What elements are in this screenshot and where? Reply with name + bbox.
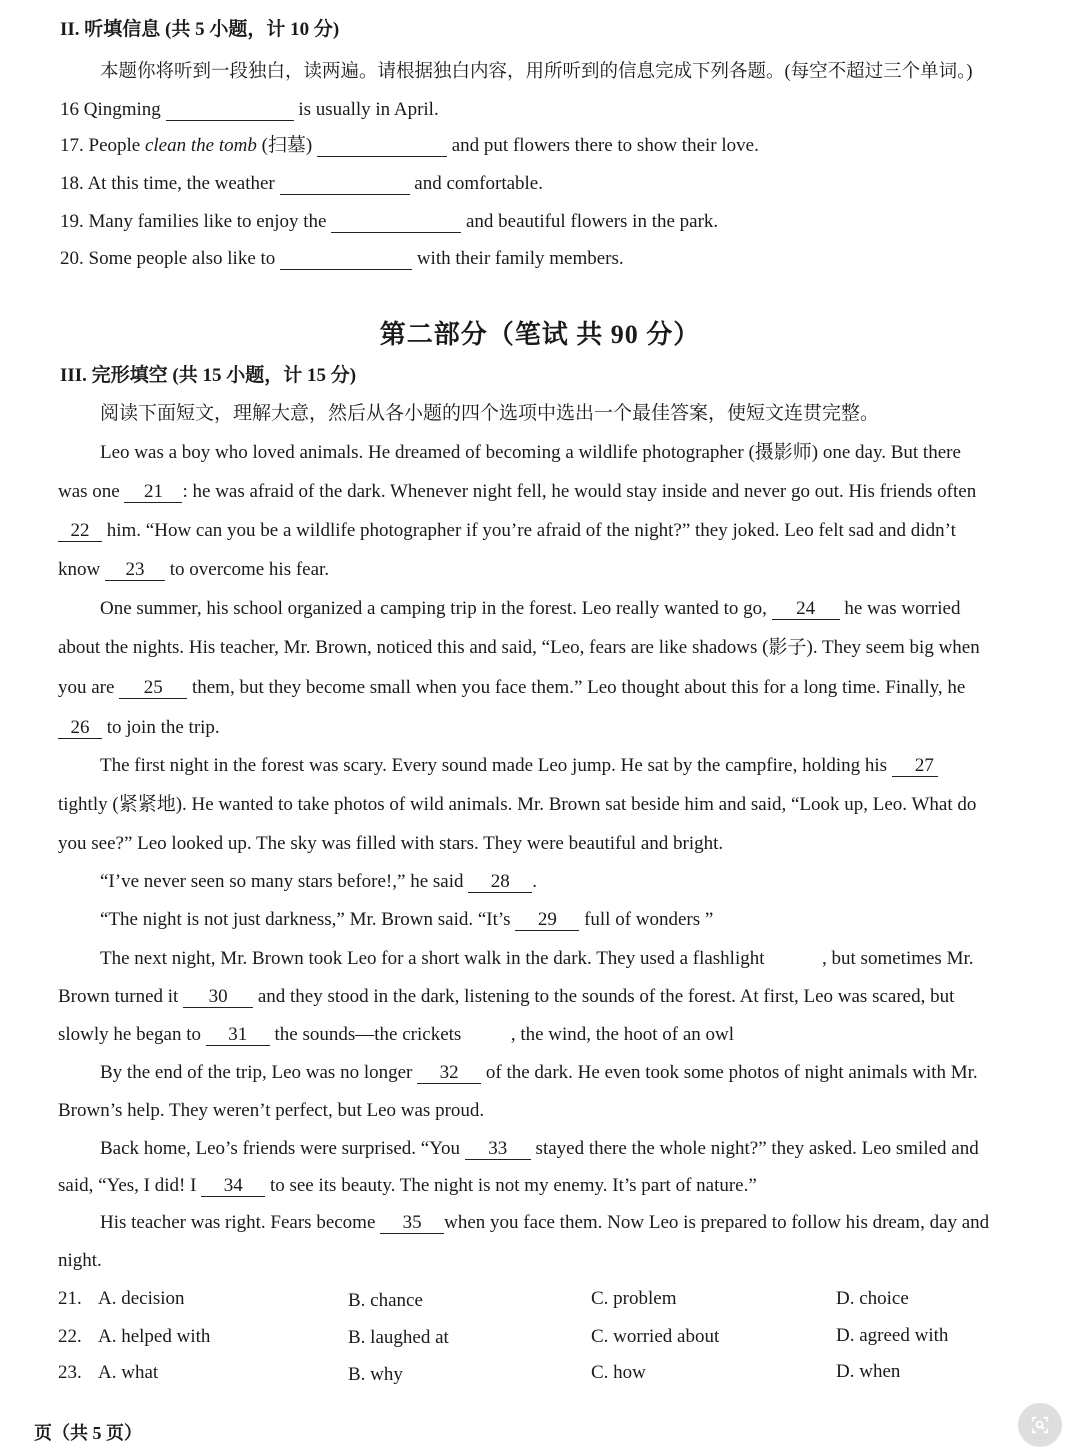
p6-line1-text: The next night, Mr. Brown took Leo for a short walk in the dark. They used a flashlight	[100, 948, 765, 969]
q20-blank	[280, 249, 412, 270]
p3-line1-text: The first night in the forest was scary. Every sound made Leo jump. He sat by the campfire, holding his	[100, 755, 888, 776]
p1-line1: Leo was a boy who loved animals. He dreamed of becoming a wildlife photographer (摄影师) one day. But there	[100, 442, 961, 463]
p8-line2-text: said, “Yes, I did! I	[58, 1175, 197, 1196]
blank-33: 33	[465, 1139, 531, 1160]
p6-line2-text-after: and they stood in the dark, listening to the sounds of the forest. At first, Leo was scared, but	[257, 986, 955, 1007]
listening-instruction: 本题你将听到一段独白，读两遍。请根据独白内容，用所听到的信息完成下列各题。(每空不超过三个单词。)	[100, 62, 973, 82]
blank-22: 22	[58, 521, 102, 542]
p7-line1-text: By the end of the trip, Leo was no longer	[100, 1062, 413, 1083]
blank-27: 27	[892, 756, 938, 777]
option-a: A. what	[98, 1362, 159, 1383]
p3-line3: you see?” Leo looked up. The sky was filled with stars. They were beautiful and bright.	[58, 833, 724, 854]
option-c: C. how	[591, 1362, 646, 1383]
p6-line1-text-after: , but sometimes Mr.	[822, 948, 974, 969]
blank-26: 26	[58, 718, 102, 739]
p6-line2	[58, 985, 954, 1009]
blank-31: 31	[206, 1025, 270, 1046]
question-20	[60, 247, 624, 271]
p2-line1	[100, 597, 960, 621]
option-b: B. laughed at	[348, 1327, 449, 1348]
q17-blank	[317, 136, 447, 157]
p3-line1	[100, 754, 938, 778]
option-a: A. decision	[98, 1288, 185, 1309]
p2-line4-text: to join the trip.	[106, 717, 220, 738]
p9-line1	[100, 1211, 989, 1235]
question-16	[60, 98, 439, 122]
blank-25: 25	[119, 678, 187, 699]
p9-line1-text-after: when you face them. Now Leo is prepared to follow his dream, day and	[444, 1212, 990, 1233]
p8-line2	[58, 1174, 757, 1198]
cloze-heading: III. 完形填空 (共 15 小题，计 15 分)	[60, 365, 357, 386]
p4-line	[100, 870, 537, 894]
p6-line1	[100, 947, 974, 971]
p2-line3-text: you are	[58, 677, 115, 698]
p1-line3-text: him. “How can you be a wildlife photographer if you’re afraid of the night?” they joked. Leo felt sad and didn’t	[106, 520, 956, 541]
q17-cn: (扫墓)	[261, 135, 313, 156]
blank-35: 35	[380, 1213, 444, 1234]
part2-title: 第二部分（笔试 共 90 分）	[379, 320, 701, 349]
p9-line1-text: His teacher was right. Fears become	[100, 1212, 376, 1233]
blank-21: 21	[124, 482, 182, 503]
blank-34: 34	[201, 1176, 265, 1197]
blank-24: 24	[772, 599, 840, 620]
cloze-instruction: 阅读下面短文，理解大意，然后从各小题的四个选项中选出一个最佳答案，使短文连贯完整。	[100, 403, 880, 424]
option-number: 21.	[58, 1288, 82, 1309]
q16-text-after: is usually in April.	[298, 99, 439, 120]
q18-text-after: and comfortable.	[414, 173, 543, 194]
p8-line1-text-after: stayed there the whole night?” they asked. Leo smiled and	[535, 1138, 979, 1159]
q19-text-after: and beautiful flowers in the park.	[465, 211, 719, 232]
p4-text: “I’ve never seen so many stars before!,” he said	[100, 871, 464, 892]
q18-blank	[280, 174, 410, 195]
blank-28: 28	[468, 872, 532, 893]
p2-line3-text-after: them, but they become small when you face them.” Leo thought about this for a long time. Finally, he	[191, 677, 966, 698]
option-b: B. why	[348, 1364, 403, 1385]
page-footer: 页（共 5 页）	[34, 1423, 142, 1443]
p6-line3-text: slowly he began to	[58, 1024, 202, 1045]
option-number: 23.	[58, 1362, 82, 1383]
p9-line2: night.	[58, 1250, 102, 1271]
blank-32: 32	[417, 1063, 481, 1084]
option-d: D. when	[836, 1361, 901, 1382]
blank-29: 29	[515, 910, 579, 931]
p7-line2: Brown’s help. They weren’t perfect, but Leo was proud.	[58, 1100, 485, 1121]
p6-line2-text: Brown turned it	[58, 986, 179, 1007]
option-c: C. problem	[591, 1288, 677, 1309]
q20-text: 20. Some people also like to	[60, 248, 276, 269]
p1-line3	[58, 519, 956, 543]
p1-line2-text-after: : he was afraid of the dark. Whenever night fell, he would stay inside and never go out. His friends often	[182, 481, 977, 502]
option-number: 22.	[58, 1326, 82, 1347]
p4-text-after: .	[532, 871, 537, 892]
p6-line3	[58, 1023, 734, 1047]
q16-blank	[166, 100, 294, 121]
q19-blank	[331, 212, 461, 233]
p2-line3	[58, 676, 965, 700]
q17-text: 17. People	[60, 135, 141, 156]
q18-text: 18. At this time, the weather	[60, 173, 275, 194]
p5-line	[100, 908, 713, 932]
p8-line1	[100, 1137, 979, 1161]
p2-line4	[58, 716, 220, 740]
option-d: D. agreed with	[836, 1325, 949, 1346]
p1-line2	[58, 480, 976, 504]
p1-line4-text: know	[58, 559, 101, 580]
lens-glyph-icon	[1029, 1414, 1051, 1436]
q16-text: 16 Qingming	[60, 99, 161, 120]
p2-line1-text-after: he was worried	[844, 598, 961, 619]
q17-italic: clean the tomb	[144, 135, 257, 156]
option-d: D. choice	[836, 1288, 909, 1309]
p5-text: “The night is not just darkness,” Mr. Brown said. “It’s	[100, 909, 511, 930]
p6-line3-text-after: the sounds—the crickets	[274, 1024, 462, 1045]
p7-line1	[100, 1061, 978, 1085]
p6-line3-text-end: , the wind, the hoot of an owl	[510, 1024, 735, 1045]
option-b: B. chance	[348, 1290, 423, 1311]
option-a: A. helped with	[98, 1326, 211, 1347]
question-19	[60, 210, 718, 234]
question-18	[60, 172, 543, 196]
listening-heading: II. 听填信息 (共 5 小题，计 10 分)	[60, 19, 340, 40]
p3-line2: tightly (紧紧地). He wanted to take photos of wild animals. Mr. Brown sat beside him and said, “Look up, Leo. What do	[58, 794, 977, 815]
p8-line2-text-after: to see its beauty. The night is not my enemy. It’s part of nature.”	[269, 1175, 757, 1196]
question-17	[60, 134, 759, 158]
q17-text-after: and put flowers there to show their love.	[451, 135, 759, 156]
option-c: C. worried about	[591, 1326, 720, 1347]
p2-line2: about the nights. His teacher, Mr. Brown, noticed this and said, “Leo, fears are like shadows (影子). They seem big when	[58, 637, 980, 658]
p8-line1-text: Back home, Leo’s friends were surprised. “You	[100, 1138, 461, 1159]
p1-line4	[58, 558, 329, 582]
p1-line4-text-after: to overcome his fear.	[169, 559, 330, 580]
blank-23: 23	[105, 560, 165, 581]
image-search-icon[interactable]	[1018, 1403, 1062, 1447]
p2-line1-text: One summer, his school organized a camping trip in the forest. Leo really wanted to go,	[100, 598, 767, 619]
q20-text-after: with their family members.	[416, 248, 624, 269]
q19-text: 19. Many families like to enjoy the	[60, 211, 327, 232]
p7-line1-text-after: of the dark. He even took some photos of night animals with Mr.	[485, 1062, 978, 1083]
p1-line2-text: was one	[58, 481, 120, 502]
blank-30: 30	[183, 987, 253, 1008]
p5-text-after: full of wonders ”	[584, 909, 714, 930]
